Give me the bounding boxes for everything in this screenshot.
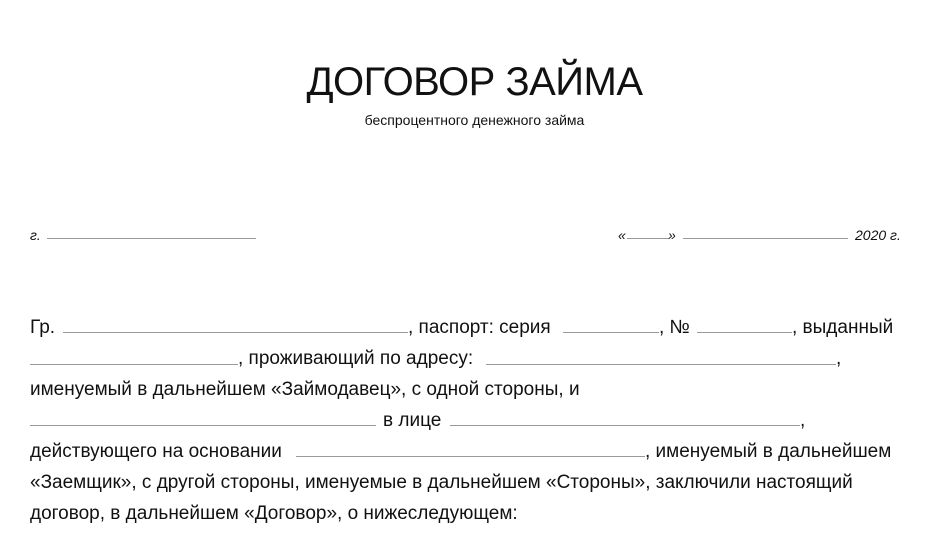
date-open-quote: « <box>618 227 626 243</box>
borrower-name-blank <box>30 425 376 426</box>
basis-label: действующего на основании <box>30 441 282 462</box>
borrower-designation-text: , именуемый в дальнейшем <box>645 441 892 462</box>
city-prefix: г. <box>30 227 41 243</box>
issued-by-blank <box>30 364 238 365</box>
passport-series-blank <box>563 332 659 333</box>
parties-text: «Заемщик», с другой стороны, именуемые в дальнейшем «Стороны», заключили настоящий <box>30 472 853 493</box>
representative-comma: , <box>800 410 806 431</box>
issued-by-label: , выданный <box>792 317 894 338</box>
document-subtitle: беспроцентного денежного займа <box>364 112 585 128</box>
passport-number-label: , № <box>659 317 690 338</box>
month-blank <box>683 238 848 239</box>
lender-name-blank <box>63 332 408 333</box>
representative-blank <box>450 425 800 426</box>
city-blank <box>47 238 256 239</box>
date-year: 2020 г. <box>855 227 901 243</box>
address-blank <box>486 364 836 365</box>
lender-designation-text: именуемый в дальнейшем «Займодавец», с одной стороны, и <box>30 379 580 400</box>
address-comma: , <box>836 348 842 369</box>
represented-by-label: в лице <box>383 410 442 431</box>
agreement-text: договор, в дальнейшем «Договор», о нижеследующем: <box>30 503 518 524</box>
basis-blank <box>296 456 645 457</box>
passport-number-blank <box>697 332 792 333</box>
passport-series-label: , паспорт: серия <box>408 317 551 338</box>
day-blank <box>627 238 668 239</box>
document-title: ДОГОВОР ЗАЙМА <box>306 60 643 104</box>
citizen-prefix: Гр. <box>30 317 56 338</box>
address-label: , проживающий по адресу: <box>238 348 474 369</box>
date-close-quote: » <box>668 227 676 243</box>
